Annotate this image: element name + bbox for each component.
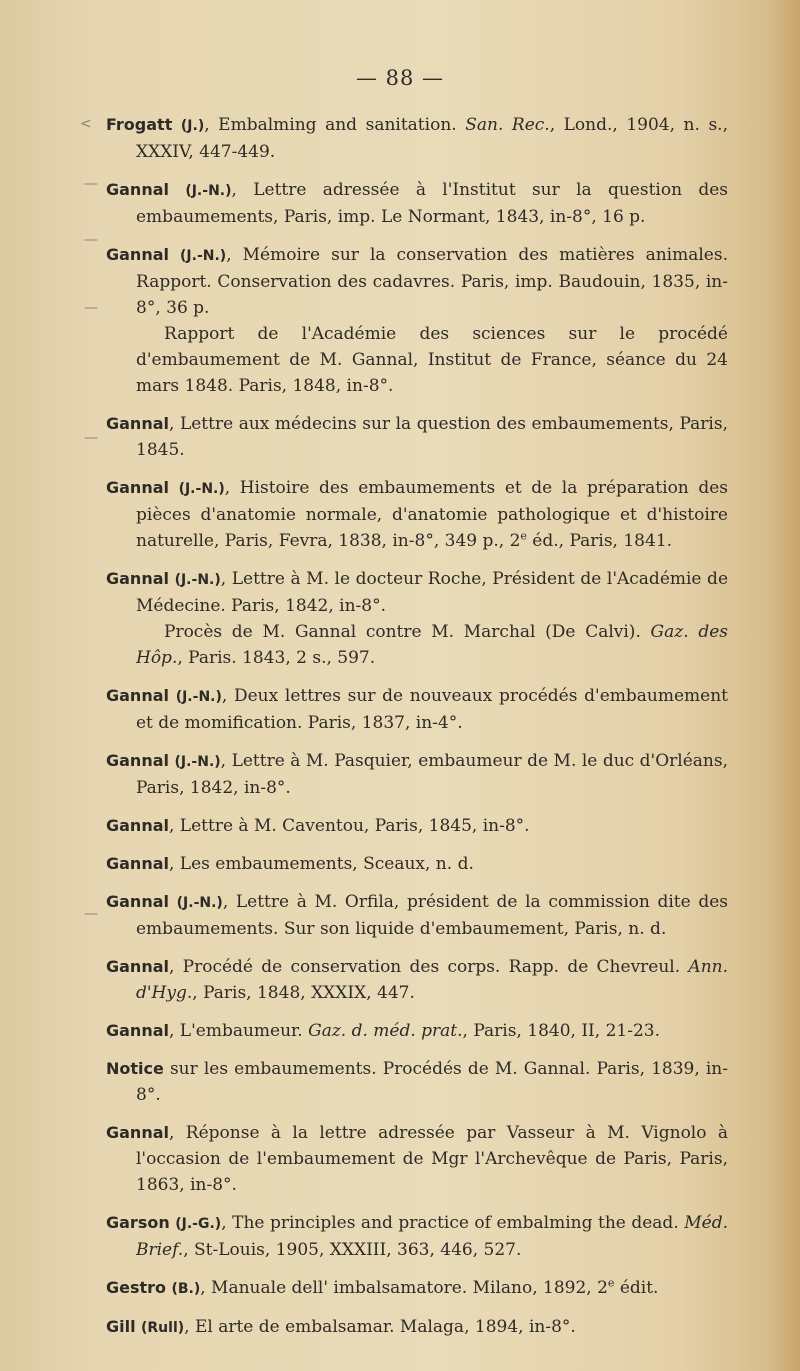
margin-mark: — [84, 232, 98, 248]
margin-mark: — [84, 430, 98, 446]
entry-author: Gannal [106, 478, 169, 497]
entry-text: , Procédé de conservation des corps. Rapp. de Chevreul. [169, 957, 689, 977]
entry-text: , Lond., 1904, n. s., XXXIV, 447-449. [136, 115, 728, 162]
bibliography-entry [106, 1120, 728, 1198]
margin-mark: — [84, 176, 98, 192]
entry-journal: Méd. Brief. [136, 1213, 728, 1260]
entry-text: édit. [614, 1278, 659, 1298]
entry-author: Gannal [106, 414, 169, 433]
entry-text: , Lettre à M. Caventou, Paris, 1845, in-8°. [169, 816, 530, 836]
margin-mark: < [80, 116, 92, 132]
bibliography-subentry [106, 619, 728, 671]
bibliography-entry [106, 851, 728, 877]
bibliography-entry [106, 889, 728, 942]
entry-text: , Paris. 1843, 2 s., 597. [177, 648, 376, 668]
entry-text: , Les embaumements, Sceaux, n. d. [169, 854, 474, 874]
entry-text: , Lettre à M. le docteur Roche, Président de l'Académie de Médecine. Paris, 1842, in-8°. [136, 569, 728, 616]
margin-mark: — [84, 300, 98, 316]
bibliography-list [106, 112, 728, 1353]
entry-initials: (J.-N.) [176, 895, 223, 911]
entry-author: Notice [106, 1059, 164, 1078]
entry-initials: (B.) [171, 1281, 201, 1297]
entry-journal: Gaz. des Hôp. [136, 622, 728, 668]
bibliography-entry [106, 1314, 728, 1341]
entry-text: , Deux lettres sur de nouveaux procédés d'embaumement et de momification. Paris, 1837, in-4°. [136, 686, 729, 733]
entry-author: Gannal [106, 816, 169, 835]
entry-text: , Embalming and sanitation. [204, 115, 466, 135]
bibliography-entry [106, 748, 728, 801]
entry-author: Gannal [106, 957, 169, 976]
entry-text: , Lettre à M. Orfila, président de la commission dite des embaumements. Sur son liquide d'embaumement, Paris, n. d. [136, 892, 728, 939]
entry-initials: (Rull) [141, 1320, 185, 1336]
bibliography-entry [106, 112, 728, 165]
entry-initials: (J.-N.) [174, 754, 221, 770]
entry-initials: (J.-N.) [175, 689, 222, 705]
entry-author: Gannal [106, 892, 169, 911]
entry-text: , Paris, 1848, XXXIX, 447. [192, 983, 415, 1003]
entry-author: Gannal [106, 569, 169, 588]
entry-initials: (J.) [180, 118, 205, 134]
entry-journal: Ann. d'Hyg. [136, 957, 728, 1003]
entry-initials: (J.-N.) [174, 572, 221, 588]
entry-author: Gannal [106, 854, 169, 873]
page-number: — 88 — [355, 66, 445, 90]
entry-text: , Lettre adressée à l'Institut sur la question des embaumements, Paris, imp. Le Normant, 1843, in-8°, 16 p. [136, 180, 729, 227]
bibliography-entry [106, 177, 728, 230]
bibliography-entry [106, 411, 728, 463]
entry-text: , Lettre aux médecins sur la question des embaumements, Paris, 1845. [136, 414, 728, 460]
margin-mark: — [84, 906, 98, 922]
entry-text: sur les embaumements. Procédés de M. Gannal. Paris, 1839, in-8°. [136, 1059, 728, 1105]
entry-text: , Lettre à M. Pasquier, embaumeur de M. le duc d'Orléans, Paris, 1842, in-8°. [136, 751, 728, 798]
entry-text: , El arte de embalsamar. Malaga, 1894, in-8°. [184, 1317, 576, 1337]
bibliography-entry [106, 475, 728, 554]
entry-journal: San. Rec. [465, 115, 550, 135]
entry-author: Gannal [106, 180, 169, 199]
entry-author: Gannal [106, 1021, 169, 1040]
entry-superscript: e [607, 1276, 615, 1290]
entry-author: Garson [106, 1213, 170, 1232]
entry-author: Frogatt [106, 115, 173, 134]
bibliography-entry [106, 813, 728, 839]
entry-initials: (J.-N.) [180, 248, 227, 264]
entry-author: Gannal [106, 751, 169, 770]
bibliography-entry [106, 242, 728, 321]
entry-text: , Histoire des embaumements et de la préparation des pièces d'anatomie normale, d'anatomie pathologique et d'histoire naturelle, Paris, Fevra, 1838, in-8°, 349 p., 2 [136, 478, 728, 551]
entry-journal: Gaz. d. méd. prat. [308, 1021, 463, 1041]
entry-author: Gannal [106, 245, 169, 264]
bibliography-entry [106, 1056, 728, 1108]
bibliography-subentry [106, 321, 728, 399]
entry-author: Gannal [106, 686, 169, 705]
entry-author: Gestro [106, 1278, 167, 1297]
bibliography-entry [106, 1210, 728, 1263]
entry-author: Gill [106, 1317, 136, 1336]
bibliography-entry [106, 954, 728, 1006]
bibliography-entry [106, 566, 728, 619]
entry-initials: (J.-G.) [175, 1216, 222, 1232]
entry-initials: (J.-N.) [178, 481, 225, 497]
entry-text: , Paris, 1840, II, 21-23. [462, 1021, 660, 1041]
entry-text: Rapport de l'Académie des sciences sur le procédé d'embaumement de M. Gannal, Institut de France, séance du 24 mars 1848. Paris, 1848, in-8°. [136, 324, 728, 396]
entry-text: , St-Louis, 1905, XXXIII, 363, 446, 527. [183, 1240, 522, 1260]
entry-text: éd., Paris, 1841. [526, 531, 673, 551]
entry-author: Gannal [106, 1123, 169, 1142]
entry-initials: (J.-N.) [185, 183, 232, 199]
entry-superscript: e [520, 529, 527, 543]
entry-text: , Mémoire sur la conservation des matières animales. Rapport. Conservation des cadavres. Paris, imp. Baudouin, 1835, in-8°, 36 p. [136, 245, 728, 318]
entry-text: , The principles and practice of embalming the dead. [221, 1213, 685, 1233]
bibliography-entry [106, 683, 728, 736]
entry-text: , Manuale dell' imbalsamatore. Milano, 1892, 2 [200, 1278, 608, 1298]
entry-text: , L'embaumeur. [169, 1021, 309, 1041]
bibliography-entry [106, 1275, 728, 1302]
entry-text: , Réponse à la lettre adressée par Vasseur à M. Vignolo à l'occasion de l'embaumement de Mgr l'Archevêque de Paris, Paris, 1863, in-8°. [136, 1123, 728, 1195]
entry-text: Procès de M. Gannal contre M. Marchal (De Calvi). [164, 622, 651, 642]
bibliography-entry [106, 1018, 728, 1044]
